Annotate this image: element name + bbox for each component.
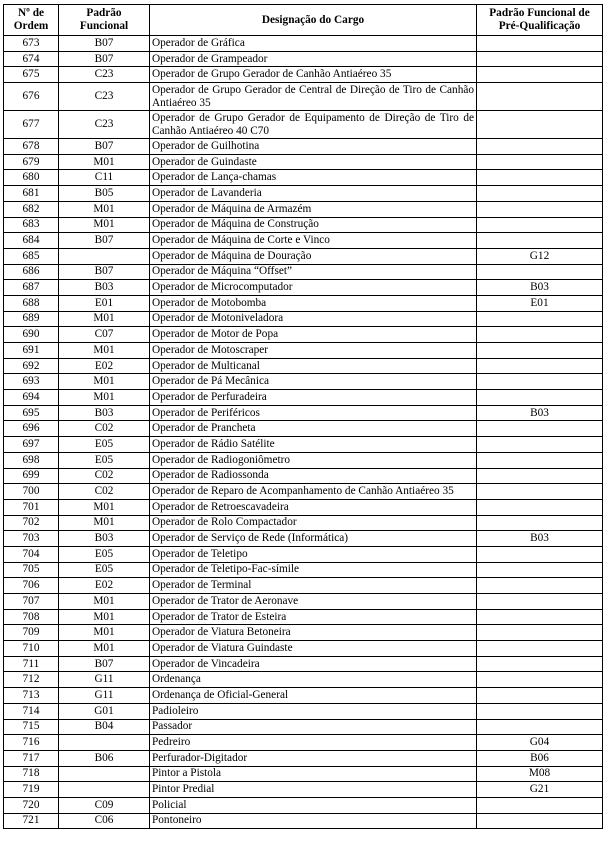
cell-pre-qualificacao	[477, 311, 603, 327]
cell-designacao: Operador de Motor de Popa	[150, 327, 477, 343]
cell-padrao: E02	[59, 578, 150, 594]
table-row	[4, 452, 603, 468]
cell-pre-qualificacao	[477, 233, 603, 249]
table-row	[4, 672, 603, 688]
cell-ordem: 673	[4, 36, 59, 52]
cell-pre-qualificacao	[477, 83, 603, 111]
cell-designacao: Operador de Prancheta	[150, 421, 477, 437]
cell-padrao: B07	[59, 656, 150, 672]
table-row	[4, 468, 603, 484]
cell-designacao: Operador de Máquina de Douração	[150, 248, 477, 264]
cell-designacao: Operador de Viatura Betoneira	[150, 625, 477, 641]
header-ordem-line-1: Nº de	[17, 7, 44, 19]
cell-ordem: 707	[4, 594, 59, 610]
cell-pre-qualificacao	[477, 51, 603, 67]
cell-ordem: 693	[4, 374, 59, 390]
cell-padrao: C23	[59, 111, 150, 139]
table-row	[4, 703, 603, 719]
cell-ordem: 686	[4, 264, 59, 280]
cell-pre-qualificacao	[477, 264, 603, 280]
cell-ordem: 678	[4, 139, 59, 155]
cell-pre-qualificacao	[477, 468, 603, 484]
cell-pre-qualificacao	[477, 641, 603, 657]
table-row	[4, 578, 603, 594]
cell-padrao: B05	[59, 186, 150, 202]
cell-pre-qualificacao: B03	[477, 405, 603, 421]
cell-pre-qualificacao	[477, 562, 603, 578]
cell-padrao: B04	[59, 719, 150, 735]
cell-padrao: E05	[59, 546, 150, 562]
cell-designacao: Padioleiro	[150, 703, 477, 719]
cell-ordem: 703	[4, 531, 59, 547]
cell-ordem: 700	[4, 484, 59, 500]
cell-ordem: 704	[4, 546, 59, 562]
cell-padrao: M01	[59, 217, 150, 233]
cell-padrao: M01	[59, 343, 150, 359]
cell-pre-qualificacao	[477, 139, 603, 155]
cell-pre-qualificacao: B03	[477, 280, 603, 296]
cell-padrao: C23	[59, 67, 150, 83]
cell-pre-qualificacao: M08	[477, 766, 603, 782]
cell-pre-qualificacao	[477, 515, 603, 531]
cell-padrao: E05	[59, 562, 150, 578]
header-padrao-line-2: Funcional	[79, 20, 129, 32]
header-preq-line-2: Pré-Qualificação	[498, 20, 581, 32]
cell-padrao: B07	[59, 139, 150, 155]
cell-designacao: Operador de Radiossonda	[150, 468, 477, 484]
cell-padrao	[59, 766, 150, 782]
cell-ordem: 708	[4, 609, 59, 625]
cell-pre-qualificacao	[477, 217, 603, 233]
cell-pre-qualificacao	[477, 421, 603, 437]
cell-ordem: 720	[4, 797, 59, 813]
cell-padrao: M01	[59, 594, 150, 610]
table-row	[4, 656, 603, 672]
cell-ordem: 682	[4, 201, 59, 217]
cell-pre-qualificacao	[477, 813, 603, 829]
table-row	[4, 609, 603, 625]
table-row	[4, 358, 603, 374]
table-row	[4, 154, 603, 170]
table-row	[4, 594, 603, 610]
cell-padrao: C06	[59, 813, 150, 829]
cell-designacao: Operador de Trator de Esteira	[150, 609, 477, 625]
cell-designacao: Passador	[150, 719, 477, 735]
cell-padrao: E01	[59, 295, 150, 311]
cell-padrao: C09	[59, 797, 150, 813]
table-row	[4, 111, 603, 139]
cell-ordem: 685	[4, 248, 59, 264]
table-row	[4, 782, 603, 798]
cell-ordem: 683	[4, 217, 59, 233]
cell-pre-qualificacao	[477, 327, 603, 343]
table-row	[4, 248, 603, 264]
table-row	[4, 766, 603, 782]
table-row	[4, 327, 603, 343]
table-row	[4, 735, 603, 751]
table-header-row	[4, 5, 603, 36]
table-row	[4, 233, 603, 249]
cell-padrao: M01	[59, 374, 150, 390]
cell-designacao: Perfurador-Digitador	[150, 750, 477, 766]
cell-ordem: 721	[4, 813, 59, 829]
cell-ordem: 684	[4, 233, 59, 249]
cell-pre-qualificacao	[477, 358, 603, 374]
cell-padrao: M01	[59, 515, 150, 531]
cell-ordem: 716	[4, 735, 59, 751]
cell-ordem: 717	[4, 750, 59, 766]
table-body	[4, 36, 603, 829]
cell-designacao: Operador de Guindaste	[150, 154, 477, 170]
cell-designacao: Pedreiro	[150, 735, 477, 751]
table-row	[4, 186, 603, 202]
cell-pre-qualificacao: B03	[477, 531, 603, 547]
cell-padrao: C02	[59, 484, 150, 500]
cell-ordem: 692	[4, 358, 59, 374]
cell-pre-qualificacao	[477, 201, 603, 217]
cell-designacao: Ordenança de Oficial-General	[150, 688, 477, 704]
table-row	[4, 217, 603, 233]
cell-designacao: Operador de Máquina de Corte e Vinco	[150, 233, 477, 249]
cell-designacao: Operador de Grupo Gerador de Equipamento de Direção de Tiro de Canhão Antiaéreo 40 C70	[150, 111, 477, 139]
cell-designacao: Operador de Microcomputador	[150, 280, 477, 296]
cell-pre-qualificacao	[477, 36, 603, 52]
cell-ordem: 675	[4, 67, 59, 83]
cell-padrao: B06	[59, 750, 150, 766]
cell-padrao: B07	[59, 36, 150, 52]
cell-designacao: Ordenança	[150, 672, 477, 688]
cell-designacao: Operador de Lavanderia	[150, 186, 477, 202]
cell-padrao: M01	[59, 641, 150, 657]
cell-ordem: 687	[4, 280, 59, 296]
cell-pre-qualificacao	[477, 390, 603, 406]
table-row	[4, 51, 603, 67]
cell-ordem: 711	[4, 656, 59, 672]
header-pre-qualificacao	[477, 5, 603, 36]
cell-ordem: 702	[4, 515, 59, 531]
cell-designacao: Operador de Máquina de Construção	[150, 217, 477, 233]
cell-designacao: Operador de Motoscraper	[150, 343, 477, 359]
cell-designacao: Operador de Perfuradeira	[150, 390, 477, 406]
table-row	[4, 813, 603, 829]
cell-designacao: Operador de Teletipo-Fac-símile	[150, 562, 477, 578]
cell-padrao	[59, 782, 150, 798]
cell-pre-qualificacao	[477, 625, 603, 641]
cell-designacao: Operador de Guilhotina	[150, 139, 477, 155]
cell-designacao: Operador de Máquina de Armazém	[150, 201, 477, 217]
cell-pre-qualificacao	[477, 688, 603, 704]
table-row	[4, 170, 603, 186]
table-row	[4, 515, 603, 531]
cell-padrao: M01	[59, 499, 150, 515]
cell-pre-qualificacao	[477, 452, 603, 468]
cell-designacao: Operador de Motobomba	[150, 295, 477, 311]
cell-pre-qualificacao: G12	[477, 248, 603, 264]
header-padrao-line-1: Padrão	[86, 7, 122, 19]
cell-padrao: B03	[59, 280, 150, 296]
cell-designacao: Pontoneiro	[150, 813, 477, 829]
cell-pre-qualificacao: B06	[477, 750, 603, 766]
cell-pre-qualificacao	[477, 594, 603, 610]
cell-ordem: 674	[4, 51, 59, 67]
table-row	[4, 201, 603, 217]
cell-ordem: 697	[4, 437, 59, 453]
cell-designacao: Operador de Rolo Compactador	[150, 515, 477, 531]
cell-ordem: 710	[4, 641, 59, 657]
cell-designacao: Operador de Multicanal	[150, 358, 477, 374]
header-ordem-line-2: Ordem	[13, 20, 49, 32]
cell-pre-qualificacao	[477, 374, 603, 390]
table-row	[4, 688, 603, 704]
cell-pre-qualificacao	[477, 656, 603, 672]
cell-pre-qualificacao: G21	[477, 782, 603, 798]
cell-padrao: C23	[59, 83, 150, 111]
table-row	[4, 139, 603, 155]
cell-padrao: G11	[59, 688, 150, 704]
cell-pre-qualificacao	[477, 111, 603, 139]
cell-padrao: E05	[59, 437, 150, 453]
cell-padrao: B03	[59, 531, 150, 547]
cell-designacao: Operador de Teletipo	[150, 546, 477, 562]
cell-pre-qualificacao	[477, 609, 603, 625]
table-row	[4, 719, 603, 735]
table-row	[4, 374, 603, 390]
cell-pre-qualificacao	[477, 437, 603, 453]
cell-designacao: Operador de Trator de Aeronave	[150, 594, 477, 610]
cell-ordem: 680	[4, 170, 59, 186]
cell-designacao: Operador de Serviço de Rede (Informática)	[150, 531, 477, 547]
cell-designacao: Operador de Vincadeira	[150, 656, 477, 672]
cell-ordem: 696	[4, 421, 59, 437]
cell-ordem: 705	[4, 562, 59, 578]
cargo-table	[3, 4, 603, 829]
cell-designacao: Operador de Grupo Gerador de Canhão Antiaéreo 35	[150, 67, 477, 83]
cell-pre-qualificacao	[477, 578, 603, 594]
table-row	[4, 67, 603, 83]
document-page	[3, 4, 602, 829]
cell-designacao: Operador de Periféricos	[150, 405, 477, 421]
cell-padrao: M01	[59, 311, 150, 327]
cell-ordem: 718	[4, 766, 59, 782]
cell-padrao: M01	[59, 201, 150, 217]
cell-pre-qualificacao	[477, 170, 603, 186]
cell-pre-qualificacao	[477, 343, 603, 359]
table-row	[4, 83, 603, 111]
cell-pre-qualificacao	[477, 499, 603, 515]
table-row	[4, 343, 603, 359]
table-row	[4, 36, 603, 52]
table-row	[4, 311, 603, 327]
table-row	[4, 499, 603, 515]
table-row	[4, 405, 603, 421]
cell-ordem: 712	[4, 672, 59, 688]
cell-padrao: C11	[59, 170, 150, 186]
table-row	[4, 437, 603, 453]
cell-pre-qualificacao	[477, 484, 603, 500]
cell-padrao: M01	[59, 625, 150, 641]
cell-designacao: Operador de Pá Mecânica	[150, 374, 477, 390]
cell-ordem: 688	[4, 295, 59, 311]
cell-padrao: M01	[59, 154, 150, 170]
cell-padrao: E05	[59, 452, 150, 468]
cell-designacao: Pintor Predial	[150, 782, 477, 798]
cell-padrao: E02	[59, 358, 150, 374]
cell-designacao: Operador de Grampeador	[150, 51, 477, 67]
cell-ordem: 715	[4, 719, 59, 735]
cell-ordem: 676	[4, 83, 59, 111]
cell-ordem: 691	[4, 343, 59, 359]
cell-ordem: 695	[4, 405, 59, 421]
cell-ordem: 701	[4, 499, 59, 515]
cell-designacao: Operador de Máquina “Offset”	[150, 264, 477, 280]
cell-ordem: 709	[4, 625, 59, 641]
cell-ordem: 698	[4, 452, 59, 468]
cell-designacao: Operador de Gráfica	[150, 36, 477, 52]
table-row	[4, 641, 603, 657]
cell-ordem: 694	[4, 390, 59, 406]
table-row	[4, 750, 603, 766]
table-row	[4, 390, 603, 406]
cell-designacao: Operador de Rádio Satélite	[150, 437, 477, 453]
cell-ordem: 706	[4, 578, 59, 594]
cell-padrao: C02	[59, 468, 150, 484]
header-padrao	[59, 5, 150, 36]
cell-padrao: B07	[59, 51, 150, 67]
cell-padrao	[59, 735, 150, 751]
cell-pre-qualificacao	[477, 67, 603, 83]
cell-designacao: Operador de Motoniveladora	[150, 311, 477, 327]
table-row	[4, 484, 603, 500]
table-row	[4, 280, 603, 296]
cell-designacao: Operador de Grupo Gerador de Central de Direção de Tiro de Canhão Antiaéreo 35	[150, 83, 477, 111]
table-row	[4, 546, 603, 562]
cell-padrao: G01	[59, 703, 150, 719]
cell-ordem: 699	[4, 468, 59, 484]
table-row	[4, 531, 603, 547]
cell-padrao: B07	[59, 264, 150, 280]
table-row	[4, 625, 603, 641]
cell-ordem: 689	[4, 311, 59, 327]
cell-ordem: 679	[4, 154, 59, 170]
cell-pre-qualificacao	[477, 186, 603, 202]
header-designacao: Designação do Cargo	[150, 5, 477, 36]
cell-padrao: B03	[59, 405, 150, 421]
cell-designacao: Operador de Reparo de Acompanhamento de Canhão Antiaéreo 35	[150, 484, 477, 500]
header-preq-line-1: Padrão Funcional de	[489, 7, 590, 19]
cell-designacao: Operador de Retroescavadeira	[150, 499, 477, 515]
table-row	[4, 264, 603, 280]
cell-pre-qualificacao: G04	[477, 735, 603, 751]
cell-padrao: G11	[59, 672, 150, 688]
cell-designacao: Operador de Radiogoniômetro	[150, 452, 477, 468]
cell-designacao: Operador de Viatura Guindaste	[150, 641, 477, 657]
cell-pre-qualificacao: E01	[477, 295, 603, 311]
cell-pre-qualificacao	[477, 546, 603, 562]
table-row	[4, 295, 603, 311]
cell-ordem: 690	[4, 327, 59, 343]
cell-pre-qualificacao	[477, 154, 603, 170]
table-row	[4, 797, 603, 813]
cell-padrao: C02	[59, 421, 150, 437]
cell-ordem: 719	[4, 782, 59, 798]
cell-padrao: M01	[59, 609, 150, 625]
cell-designacao: Policial	[150, 797, 477, 813]
table-row	[4, 562, 603, 578]
cell-pre-qualificacao	[477, 672, 603, 688]
cell-ordem: 713	[4, 688, 59, 704]
cell-designacao: Operador de Lança-chamas	[150, 170, 477, 186]
table-row	[4, 421, 603, 437]
cell-pre-qualificacao	[477, 703, 603, 719]
cell-designacao: Operador de Terminal	[150, 578, 477, 594]
cell-ordem: 677	[4, 111, 59, 139]
cell-pre-qualificacao	[477, 797, 603, 813]
cell-padrao: C07	[59, 327, 150, 343]
cell-ordem: 714	[4, 703, 59, 719]
cell-designacao: Pintor a Pistola	[150, 766, 477, 782]
cell-padrao: M01	[59, 390, 150, 406]
cell-padrao: B07	[59, 233, 150, 249]
cell-ordem: 681	[4, 186, 59, 202]
header-ordem	[4, 5, 59, 36]
cell-pre-qualificacao	[477, 719, 603, 735]
cell-padrao	[59, 248, 150, 264]
